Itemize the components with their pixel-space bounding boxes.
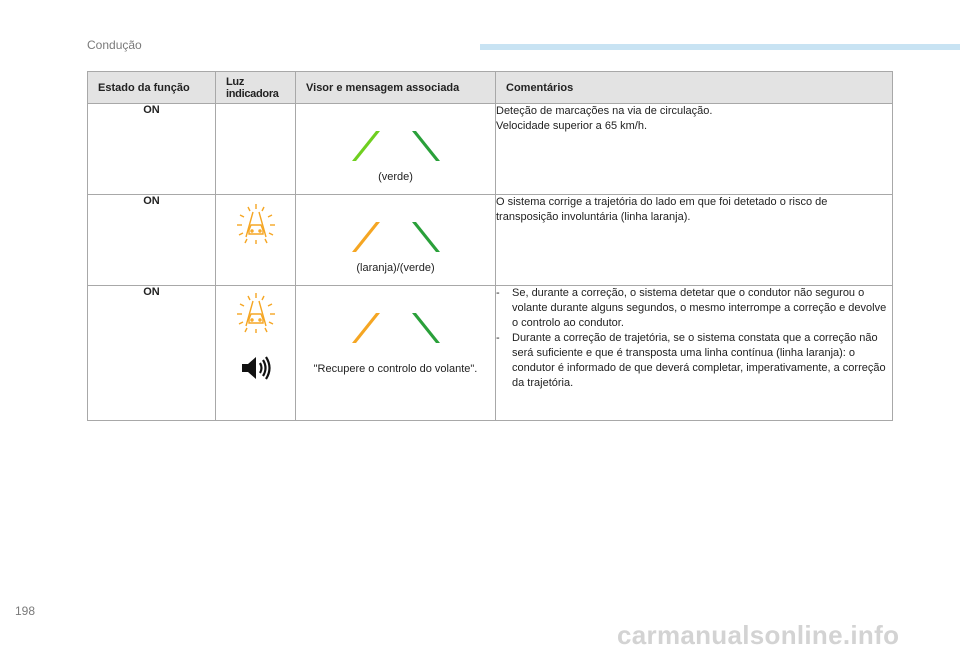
left-lane-line	[352, 131, 380, 161]
speaker-icon	[240, 354, 272, 382]
visor-caption: "Recupere o controlo do volante".	[313, 363, 478, 375]
visor-caption: (verde)	[378, 171, 413, 183]
section-title: Condução	[87, 38, 142, 52]
comment-line: Velocidade superior a 65 km/h.	[496, 120, 648, 132]
right-lane-line	[412, 222, 440, 252]
table-row	[88, 286, 893, 421]
visor-caption: (laranja)/(verde)	[356, 262, 435, 274]
list-dash: -	[496, 287, 500, 299]
indicator-cell-empty	[216, 104, 296, 195]
header-visor: Visor e mensagem associada	[296, 72, 496, 104]
list-item	[496, 331, 892, 391]
list-item	[496, 286, 892, 331]
comment-cell	[496, 104, 893, 195]
right-lane-line	[412, 313, 440, 343]
state-cell: ON	[88, 195, 216, 286]
header-estado: Estado da função	[88, 72, 216, 104]
table-row	[88, 195, 893, 286]
lane-keeping-warning-icon	[235, 203, 277, 245]
visor-cell	[296, 104, 496, 195]
comment-text: Se, durante a correção, o sistema detetar que o condutor não segurou o volante durante alguns segundos, o mesmo interrompe a correção e devolve o controlo ao condutor.	[512, 287, 887, 329]
table-header-row	[88, 72, 893, 104]
lane-keeping-warning-icon	[235, 292, 277, 334]
state-cell: ON	[88, 104, 216, 195]
left-lane-line	[352, 313, 380, 343]
watermark: carmanualsonline.info	[617, 620, 900, 650]
comment-line: Deteção de marcações na via de circulação.	[496, 105, 713, 117]
indicator-cell	[216, 195, 296, 286]
indicator-cell	[216, 286, 296, 421]
comment-text: Durante a correção de trajetória, se o sistema constata que a correção não será suficiente e que é transposta uma linha contínua (linha laranja): o condutor é informado de que deverá completar, imperativamente, a correção da trajetória.	[512, 332, 886, 389]
state-cell: ON	[88, 286, 216, 421]
lane-lines-icon	[346, 214, 446, 254]
comment-cell	[496, 286, 893, 421]
comment-list	[496, 286, 892, 391]
lane-lines-icon	[346, 123, 446, 163]
header-luz: Luz indicadora	[216, 72, 296, 104]
visor-cell	[296, 195, 496, 286]
function-status-table	[87, 71, 893, 421]
visor-cell	[296, 286, 496, 421]
page-number: 198	[15, 604, 36, 618]
lane-lines-icon	[346, 305, 446, 345]
comment-cell: O sistema corrige a trajetória do lado em que foi detetado o risco de transposição involuntária (linha laranja).	[496, 195, 893, 286]
table-row	[88, 104, 893, 195]
left-lane-line	[352, 222, 380, 252]
list-dash: -	[496, 332, 500, 344]
right-lane-line	[412, 131, 440, 161]
header-comentarios: Comentários	[496, 72, 893, 104]
header-accent-bar	[480, 44, 960, 50]
